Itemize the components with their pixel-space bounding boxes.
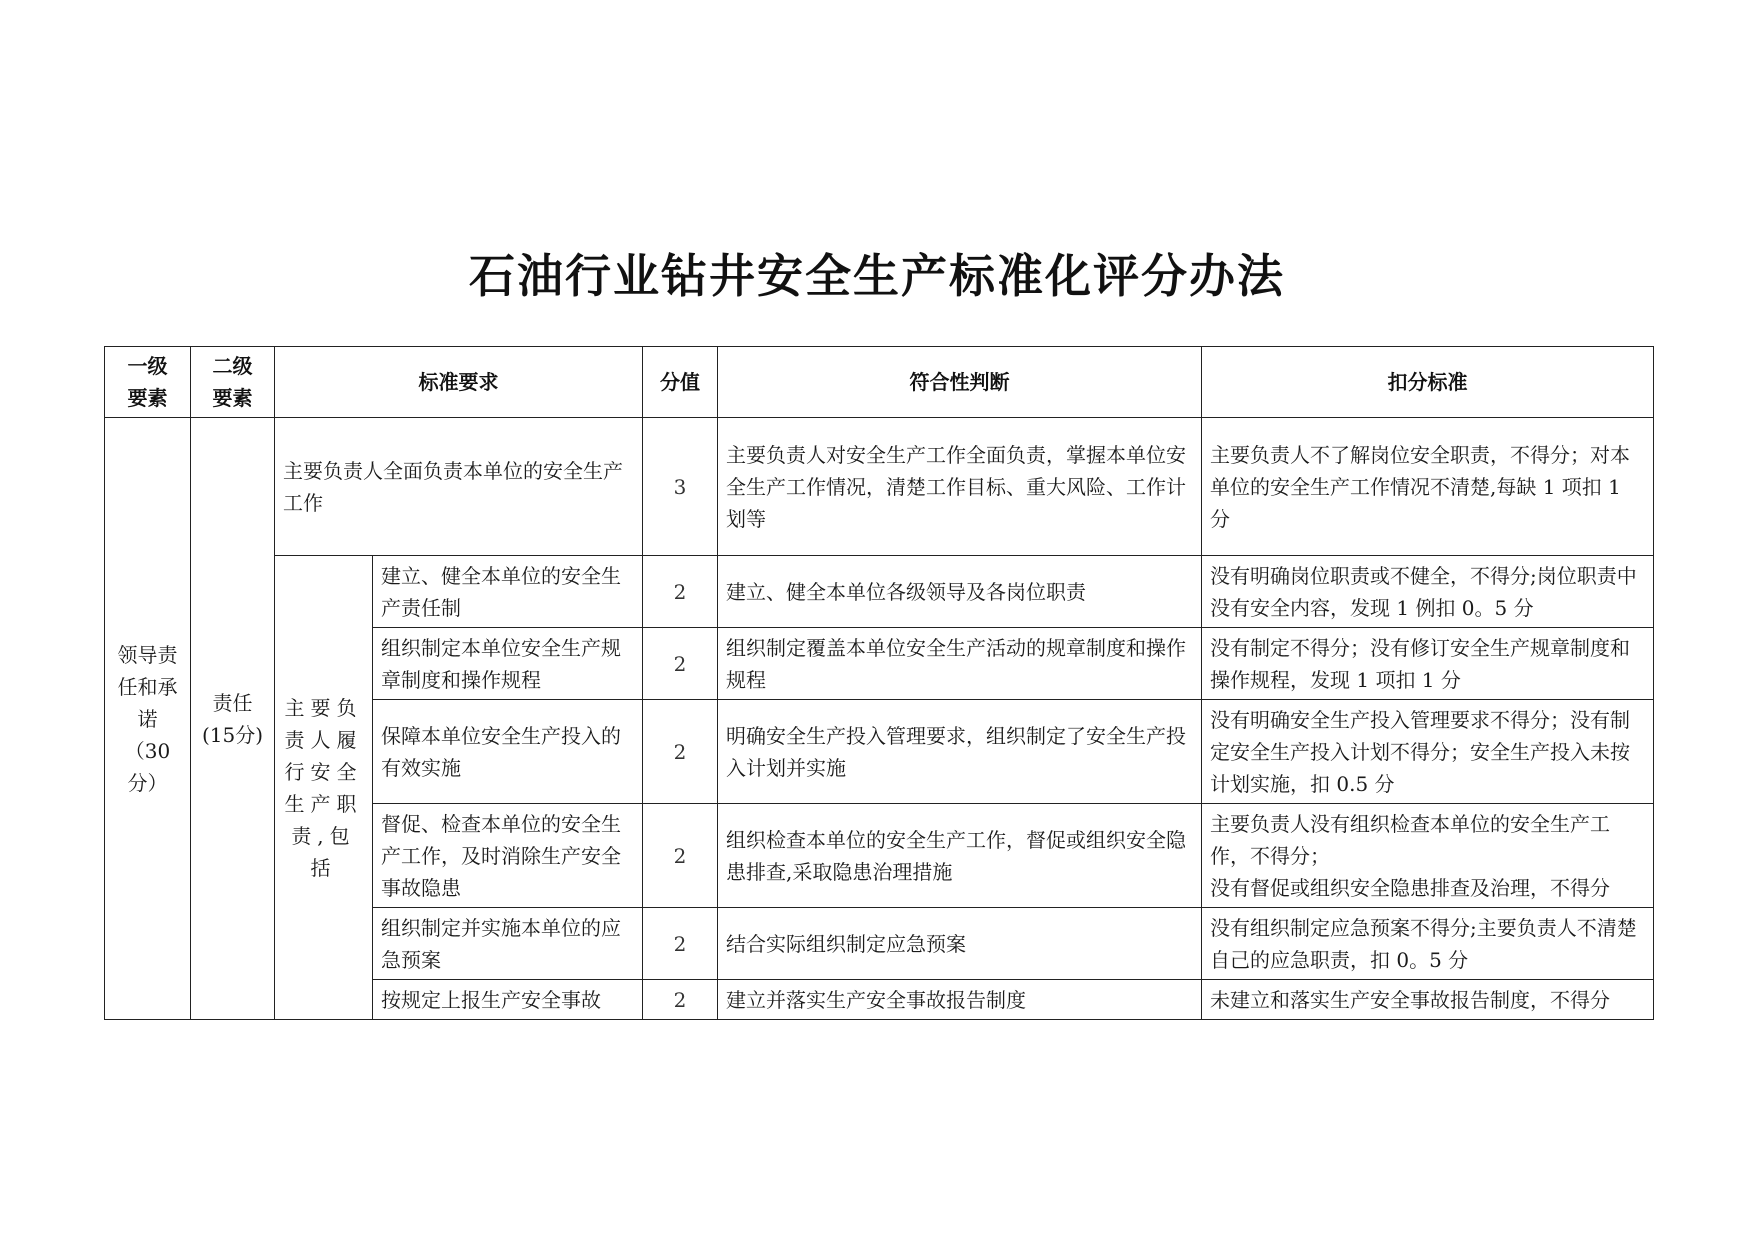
header-level2: 二级要素 bbox=[191, 347, 275, 418]
score-cell: 2 bbox=[643, 700, 718, 804]
compliance-cell: 明确安全生产投入管理要求，组织制定了安全生产投入计划并实施 bbox=[718, 700, 1202, 804]
deduction-cell: 主要负责人不了解岗位安全职责，不得分；对本单位的安全生产工作情况不清楚,每缺 1 项扣 1 分 bbox=[1202, 418, 1654, 556]
deduction-cell: 没有制定不得分；没有修订安全生产规章制度和操作规程，发现 1 项扣 1 分 bbox=[1202, 628, 1654, 700]
level2-element-cell: 责任(15分) bbox=[191, 418, 275, 1020]
header-requirement: 标准要求 bbox=[275, 347, 643, 418]
requirement-cell: 督促、检查本单位的安全生产工作，及时消除生产安全事故隐患 bbox=[373, 804, 643, 908]
score-cell: 2 bbox=[643, 628, 718, 700]
requirement-cell: 主要负责人全面负责本单位的安全生产工作 bbox=[275, 418, 643, 556]
document-title: 石油行业钻井安全生产标准化评分办法 bbox=[469, 249, 1285, 303]
compliance-cell: 建立、健全本单位各级领导及各岗位职责 bbox=[718, 556, 1202, 628]
score-cell: 2 bbox=[643, 556, 718, 628]
header-compliance: 符合性判断 bbox=[718, 347, 1202, 418]
table-header-row bbox=[105, 347, 1654, 418]
requirement-cell: 按规定上报生产安全事故 bbox=[373, 980, 643, 1020]
compliance-cell: 组织检查本单位的安全生产工作，督促或组织安全隐患排查,采取隐患治理措施 bbox=[718, 804, 1202, 908]
deduction-cell: 没有组织制定应急预案不得分;主要负责人不清楚自己的应急职责，扣 0。5 分 bbox=[1202, 908, 1654, 980]
header-level1: 一级要素 bbox=[105, 347, 191, 418]
sub-group-label-cell: 主要负责人履行安全生产职责,包括 bbox=[275, 556, 373, 1020]
deduction-cell: 没有明确岗位职责或不健全，不得分;岗位职责中没有安全内容，发现 1 例扣 0。5 分 bbox=[1202, 556, 1654, 628]
header-score: 分值 bbox=[643, 347, 718, 418]
deduction-cell: 没有明确安全生产投入管理要求不得分；没有制定安全生产投入计划不得分；安全生产投入未按计划实施，扣 0.5 分 bbox=[1202, 700, 1654, 804]
deduction-cell: 主要负责人没有组织检查本单位的安全生产工作，不得分； 没有督促或组织安全隐患排查及治理，不得分 bbox=[1202, 804, 1654, 908]
requirement-cell: 组织制定本单位安全生产规章制度和操作规程 bbox=[373, 628, 643, 700]
score-cell: 3 bbox=[643, 418, 718, 556]
requirement-cell: 建立、健全本单位的安全生产责任制 bbox=[373, 556, 643, 628]
deduction-cell: 未建立和落实生产安全事故报告制度，不得分 bbox=[1202, 980, 1654, 1020]
score-cell: 2 bbox=[643, 908, 718, 980]
table-row bbox=[105, 418, 1654, 556]
scoring-table bbox=[104, 346, 1654, 1020]
score-cell: 2 bbox=[643, 980, 718, 1020]
level1-element-cell: 领导责任和承诺（30分） bbox=[105, 418, 191, 1020]
compliance-cell: 主要负责人对安全生产工作全面负责，掌握本单位安全生产工作情况，清楚工作目标、重大风险、工作计划等 bbox=[718, 418, 1202, 556]
compliance-cell: 结合实际组织制定应急预案 bbox=[718, 908, 1202, 980]
requirement-cell: 组织制定并实施本单位的应急预案 bbox=[373, 908, 643, 980]
score-cell: 2 bbox=[643, 804, 718, 908]
header-deduction: 扣分标准 bbox=[1202, 347, 1654, 418]
requirement-cell: 保障本单位安全生产投入的有效实施 bbox=[373, 700, 643, 804]
compliance-cell: 建立并落实生产安全事故报告制度 bbox=[718, 980, 1202, 1020]
compliance-cell: 组织制定覆盖本单位安全生产活动的规章制度和操作规程 bbox=[718, 628, 1202, 700]
table-row bbox=[105, 556, 1654, 628]
